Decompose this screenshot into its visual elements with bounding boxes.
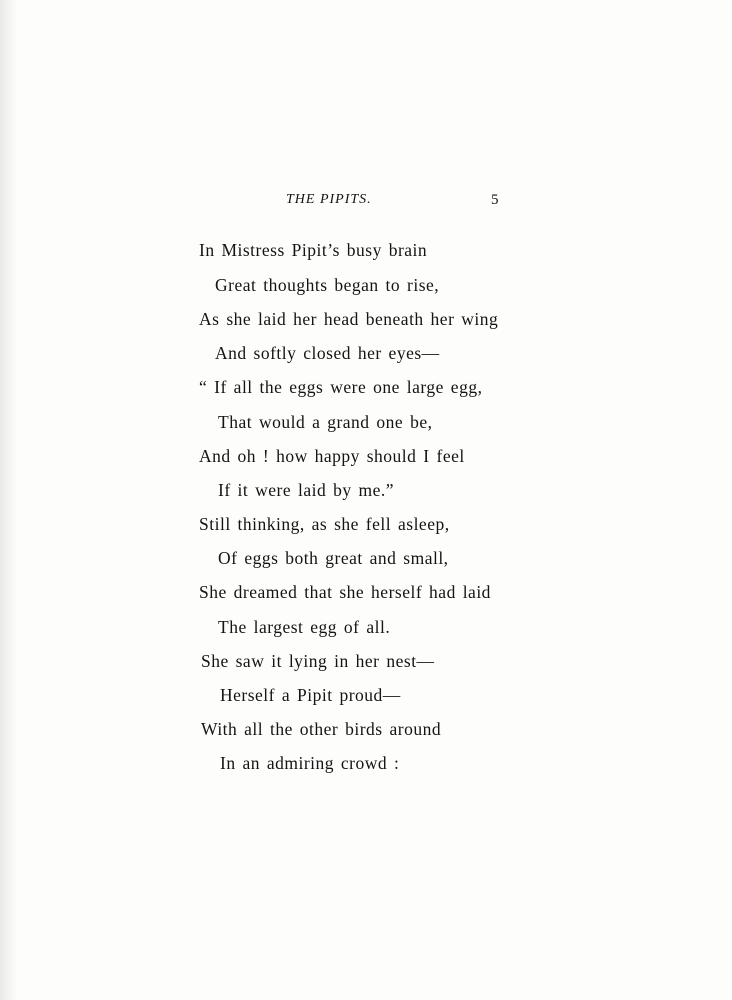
poem-line: As she laid her head beneath her wing [199,309,499,329]
poem-line: And softly closed her eyes— [215,343,440,363]
poem-line: In Mistress Pipit’s busy brain [199,240,428,260]
poem-line: Still thinking, as she fell asleep, [199,514,450,534]
poem-line: She saw it lying in her nest— [201,651,435,671]
poem-line: The largest egg of all. [218,617,391,637]
poem-line: “ If all the eggs were one large egg, [199,377,483,397]
poem-line: Of eggs both great and small, [218,548,449,568]
page-number: 5 [491,192,499,208]
poem-line: Great thoughts began to rise, [215,275,440,295]
poem-line: Herself a Pipit proud— [220,685,401,705]
poem-line: With all the other birds around [201,719,442,739]
poem-line: That would a grand one be, [218,412,433,432]
poem-line: And oh ! how happy should I feel [199,446,465,466]
poem-line: If it were laid by me.” [218,480,395,500]
poem-line: She dreamed that she herself had laid [199,582,491,602]
running-title: THE PIPITS. [286,192,372,207]
poem-line: In an admiring crowd : [220,753,400,773]
